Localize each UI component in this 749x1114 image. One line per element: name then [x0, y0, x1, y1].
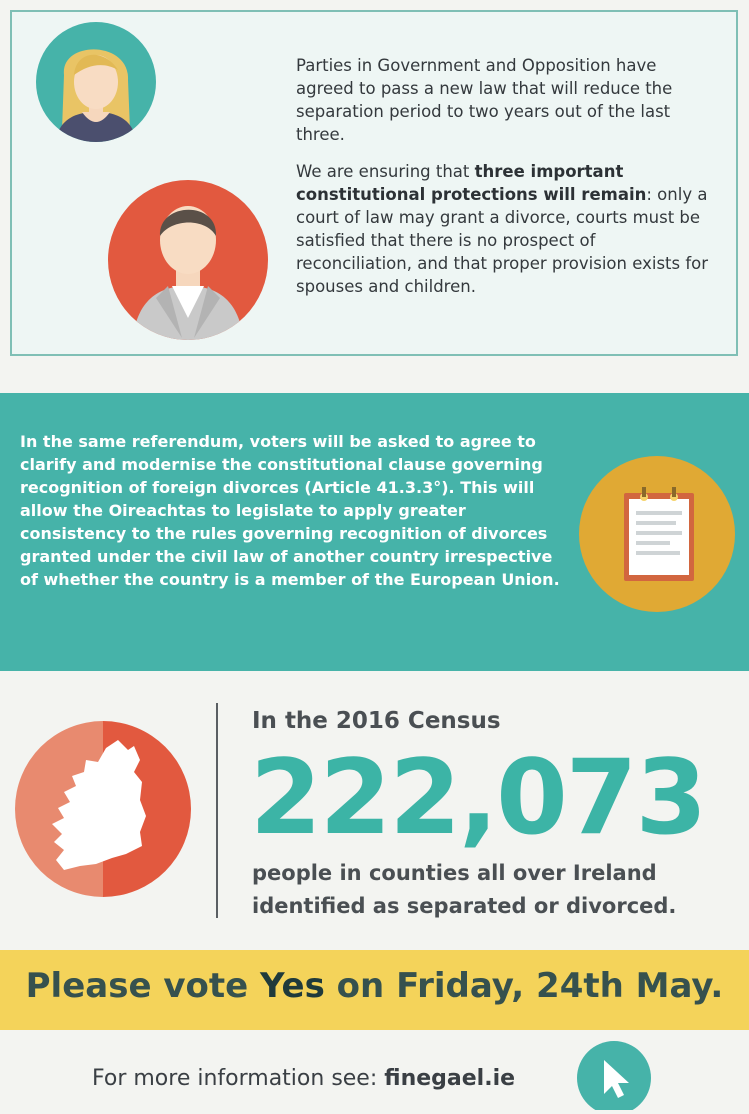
protections-prefix: We are ensuring that	[296, 162, 475, 181]
vote-suffix: on Friday, 24th May.	[324, 966, 724, 1006]
woman-avatar-icon	[34, 20, 158, 204]
clipboard-icon	[578, 455, 736, 617]
vote-prefix: Please vote	[25, 966, 261, 1006]
cursor-icon[interactable]	[576, 1040, 652, 1114]
census-divider	[216, 703, 218, 918]
vote-yes: Yes	[260, 966, 325, 1006]
footer-info	[92, 1066, 515, 1091]
census-label: In the 2016 Census	[252, 708, 501, 734]
separation-law-paragraph: Parties in Government and Opposition have agreed to pass a new law that will reduce the separation period to two years out of the last three.	[296, 56, 673, 144]
protections-paragraph	[296, 160, 716, 298]
referendum-text: In the same referendum, voters will be asked to agree to clarify and modernise the constitutional clause governing recognition of foreign divorces (Article 41.3.3°). This will allow the Oireachtas to legislate to apply greater consistency to the rules governing recognition of divorces granted under the civil law of another country irrespective of whether the country is a member of the European Union.	[20, 432, 560, 589]
website-link[interactable]: finegael.ie	[384, 1066, 516, 1091]
man-avatar-icon	[106, 178, 270, 346]
vote-call-to-action	[0, 966, 749, 1006]
protections-emphasis: three important constitutional protections will remain	[296, 162, 647, 204]
census-description: people in counties all over Ireland identified as separated or divorced.	[252, 861, 677, 918]
footer-prefix: For more information see:	[92, 1066, 385, 1091]
protections-suffix: : only a court of law may grant a divorce, courts must be satisfied that there is no prospect of reconciliation, and that proper provision exists for spouses and children.	[296, 185, 709, 296]
census-number: 222,073	[250, 738, 706, 858]
ireland-map-icon	[14, 720, 192, 902]
top-text-block	[296, 54, 716, 312]
